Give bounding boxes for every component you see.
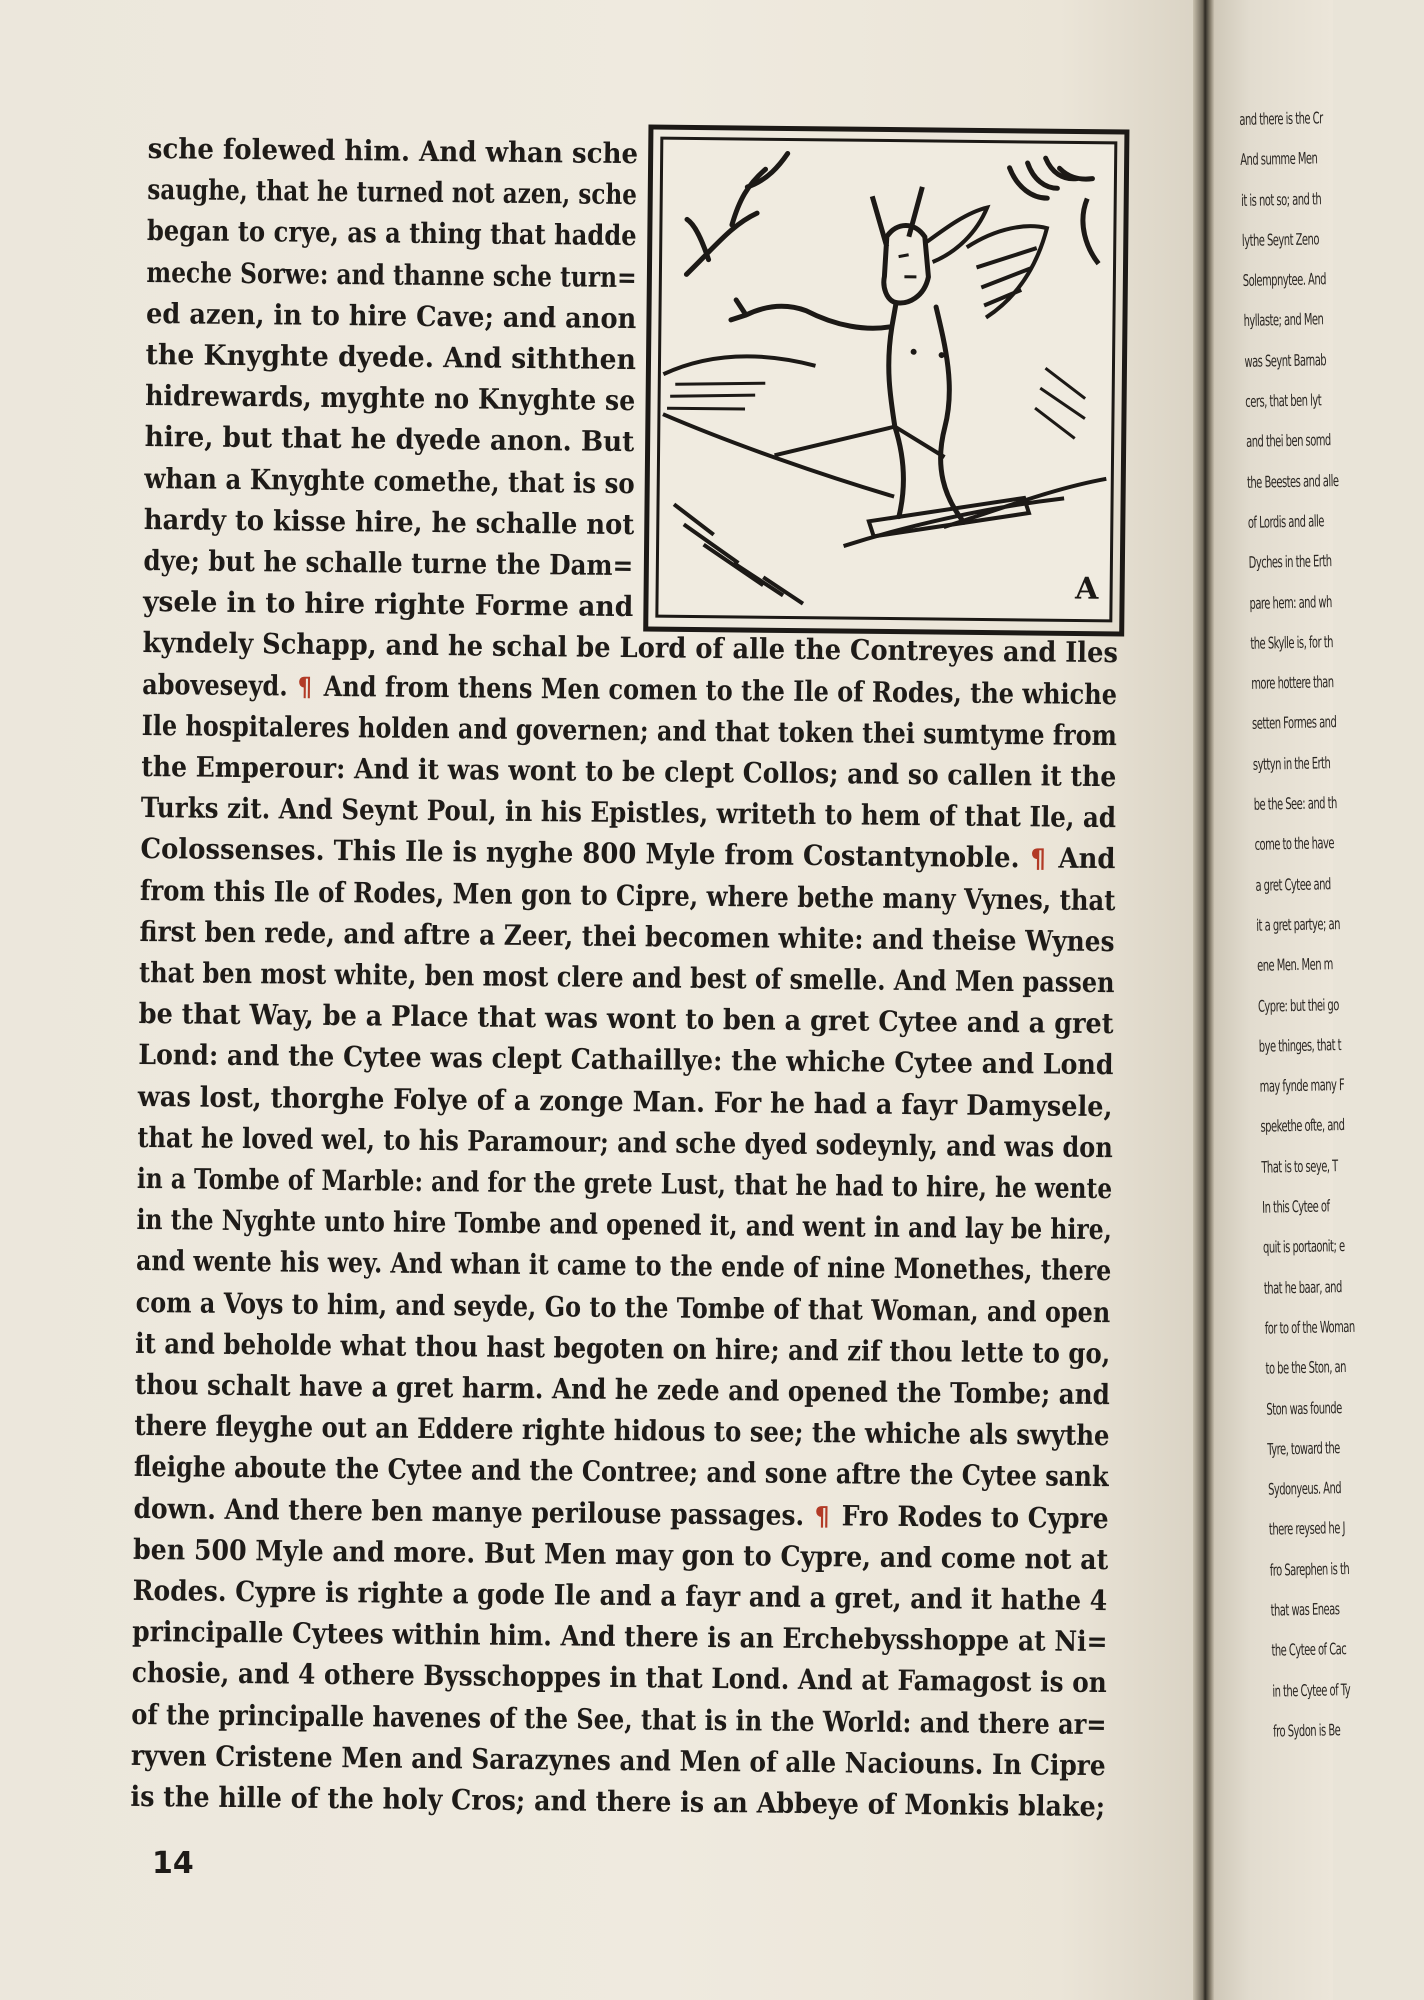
text-line: began to crye, as a thing that hadde — [146, 214, 637, 253]
facing-text-line: it is not so; and th — [1240, 188, 1322, 210]
text-line: thou schalt have a gret harm. And he zede and opened the Tombe; and — [134, 1367, 1111, 1412]
facing-text-line: bye thinges, that t — [1258, 1034, 1342, 1056]
facing-text-line: hyllaste; and Men — [1243, 309, 1324, 331]
facing-text-line: a gret Cytee and — [1255, 873, 1331, 895]
woodcut-illustration — [643, 124, 1130, 637]
text-line: dye; but he schalle turne the Dam= — [143, 543, 634, 583]
facing-text-line: quit is portaonit; e — [1262, 1236, 1345, 1258]
facing-text-line: for to of the Woman — [1264, 1316, 1355, 1338]
facing-text-line: that he baar, and — [1263, 1276, 1342, 1298]
text-line: Ile hospitaleres holden and governen; and that token thei sumtyme from — [141, 708, 1118, 752]
facing-text-line: Ston was founde — [1266, 1397, 1342, 1419]
text-line: ysele in to hire righte Forme and — [142, 585, 634, 624]
facing-text-line: spekethe ofte, and — [1260, 1115, 1345, 1137]
facing-text-line: may fynde many F — [1259, 1075, 1345, 1096]
facing-text-line: Solempnytee. And — [1242, 269, 1327, 291]
text-line: Rodes. Cypre is righte a gode Ile and a fayr and a gret, and it hathe 4 — [132, 1573, 1108, 1618]
text-line: whan a Knyghte comethe, that is so — [144, 461, 635, 500]
text-line: it and beholde what thou hast begoten on hire; and zif thou lette to go, — [135, 1326, 1111, 1370]
facing-text-line: setten Formes and — [1251, 712, 1337, 734]
text-line: is the hille of the holy Cros; and there is an Abbeye of Monkis blake; — [130, 1779, 1106, 1824]
facing-text-line: That is to seye, T — [1261, 1155, 1338, 1177]
paragraph-mark: ¶ — [297, 672, 313, 703]
text-line: fleighe aboute the Cytee and the Contree; and sone aftre the Cytee sank — [133, 1450, 1109, 1494]
text-line: kyndely Schapp, and he schal be Lord of alle the Contreyes and Iles — [142, 626, 1119, 670]
facing-text-line: that was Eneas — [1270, 1599, 1340, 1620]
facing-text-line: Sydonyeus. And — [1267, 1478, 1342, 1499]
facing-text-line: and thei ben somd — [1245, 430, 1331, 452]
facing-text-line: to be the Ston, an — [1265, 1357, 1347, 1378]
facing-text-line: was Seynt Barnab — [1244, 350, 1327, 371]
facing-text-line: come to the have — [1254, 833, 1335, 855]
paragraph-mark: ¶ — [1030, 844, 1046, 875]
facing-text-line: Tyre, toward the — [1267, 1437, 1340, 1459]
text-line: Colossenses. This Ile is nyghe 800 Myle from Costantynoble. ¶ And — [140, 832, 1116, 876]
text-line: be that Way, be a Place that was wont to ben a gret Cytee and a gret — [138, 997, 1114, 1041]
text-line: meche Sorwe: and thanne sche turn= — [146, 255, 637, 294]
text-line: aboveseyd. ¶ And from thens Men comen to the Ile of Rodes, the whiche — [142, 667, 1118, 711]
text-line: hardy to kisse hire, he schalle not — [143, 502, 635, 541]
facing-text-line: ene Men. Men m — [1256, 954, 1334, 976]
text-line: there fleyghe out an Eddere righte hidous to see; the whiche als swythe — [134, 1409, 1110, 1453]
facing-text-line: fro Sarephen is th — [1269, 1558, 1350, 1580]
text-line: hire, but that he dyede anon. But — [144, 420, 635, 459]
text-line: the Emperour: And it was wont to be clept Collos; and so callen it the — [141, 749, 1117, 794]
text-line: first ben rede, and aftre a Zeer, thei becomen white: and theise Wynes — [139, 914, 1115, 958]
facing-text-line: there reysed he J — [1268, 1518, 1346, 1540]
text-line: down. And there ben manye perilouse passages. ¶ Fro Rodes to Cypre — [133, 1491, 1109, 1535]
text-line: from this Ile of Rodes, Men gon to Cipre, where bethe many Vynes, that — [139, 873, 1116, 917]
right-book-page — [1215, 0, 1355, 2000]
facing-text-line: lythe Seynt Zeno — [1241, 229, 1320, 250]
facing-text-line: of Lordis and alle — [1247, 511, 1325, 532]
facing-text-line: syttyn in the Erth — [1252, 752, 1331, 774]
book-gutter — [1193, 0, 1215, 2000]
facing-text-line: the Cytee of Cac — [1271, 1639, 1347, 1660]
text-line: saughe, that he turned not azen, sche — [147, 173, 638, 212]
facing-text-line: Cypre: but thei go — [1257, 994, 1339, 1016]
text-line: Turks zit. And Seynt Poul, in his Epistles, writeth to hem of that Ile, ad — [140, 791, 1117, 835]
text-line: hidrewards, myghte no Knyghte se — [145, 379, 636, 418]
text-line: of the principalle havenes of the See, that is in the World: and there ar= — [131, 1697, 1107, 1741]
text-line: that he loved wel, to his Paramour; and sche dyed sodeynly, and was don — [137, 1120, 1113, 1164]
facing-page-text — [1239, 97, 1424, 1752]
page-number: 14 — [152, 1846, 194, 1881]
text-line: chosie, and 4 othere Bysschoppes in that Lond. And at Famagost is on — [131, 1656, 1107, 1700]
facing-text-line: it a gret partye; an — [1256, 914, 1341, 935]
facing-text-line: in the Cytee of Ty — [1272, 1679, 1351, 1701]
text-line: sche folewed him. And whan sche — [147, 131, 639, 171]
facing-text-line: the Beestes and alle — [1246, 470, 1339, 492]
facing-text-line: Dyches in the Erth — [1248, 551, 1332, 573]
facing-text-line: the Skylle is, for th — [1250, 632, 1334, 653]
text-line: the Knyghte dyede. And siththen — [145, 337, 637, 377]
text-line: in the Nyghte unto hire Tombe and opened it, and went in and lay be hire, — [136, 1203, 1113, 1247]
facing-text-line: cers, that ben lyt — [1245, 390, 1322, 412]
text-line: Lond: and the Cytee was clept Cathaillye: the whiche Cytee and Lond — [138, 1038, 1114, 1082]
text-line: com a Voys to him, and seyde, Go to the Tombe of that Woman, and open — [135, 1285, 1111, 1329]
facing-text-line: And summe Men — [1240, 148, 1318, 170]
text-line: that ben most white, ben most clere and best of smelle. And Men passen — [138, 955, 1115, 1000]
text-line: principalle Cytees within him. And there is an Erchebysshoppe at Ni= — [132, 1615, 1108, 1659]
facing-text-line: and there is the Cr — [1239, 108, 1323, 129]
facing-text-line: pare hem: and wh — [1249, 591, 1333, 613]
woodcut-monogram: A — [1074, 571, 1099, 607]
facing-text-line: fro Sydon is Be — [1272, 1720, 1341, 1741]
text-line: in a Tombe of Marble: and for the grete Lust, that he had to hire, he wente — [136, 1161, 1113, 1206]
text-line: ryven Cristene Men and Sarazynes and Men of alle Naciouns. In Cipre — [130, 1738, 1106, 1782]
facing-text-line: more hottere than — [1251, 672, 1334, 694]
text-line: was lost, thorghe Folye of a zonge Man. For he had a fayr Damysele, — [137, 1079, 1113, 1123]
facing-text-line: In this Cytee of — [1261, 1196, 1330, 1217]
text-line: ben 500 Myle and more. But Men may gon to Cypre, and come not at — [132, 1532, 1109, 1576]
text-line: ed azen, in to hire Cave; and anon — [145, 296, 637, 335]
paragraph-mark: ¶ — [814, 1501, 830, 1532]
facing-text-line: be the See: and th — [1253, 793, 1337, 814]
text-line: and wente his wey. And whan it came to the ende of nine Monethes, there — [135, 1244, 1112, 1288]
